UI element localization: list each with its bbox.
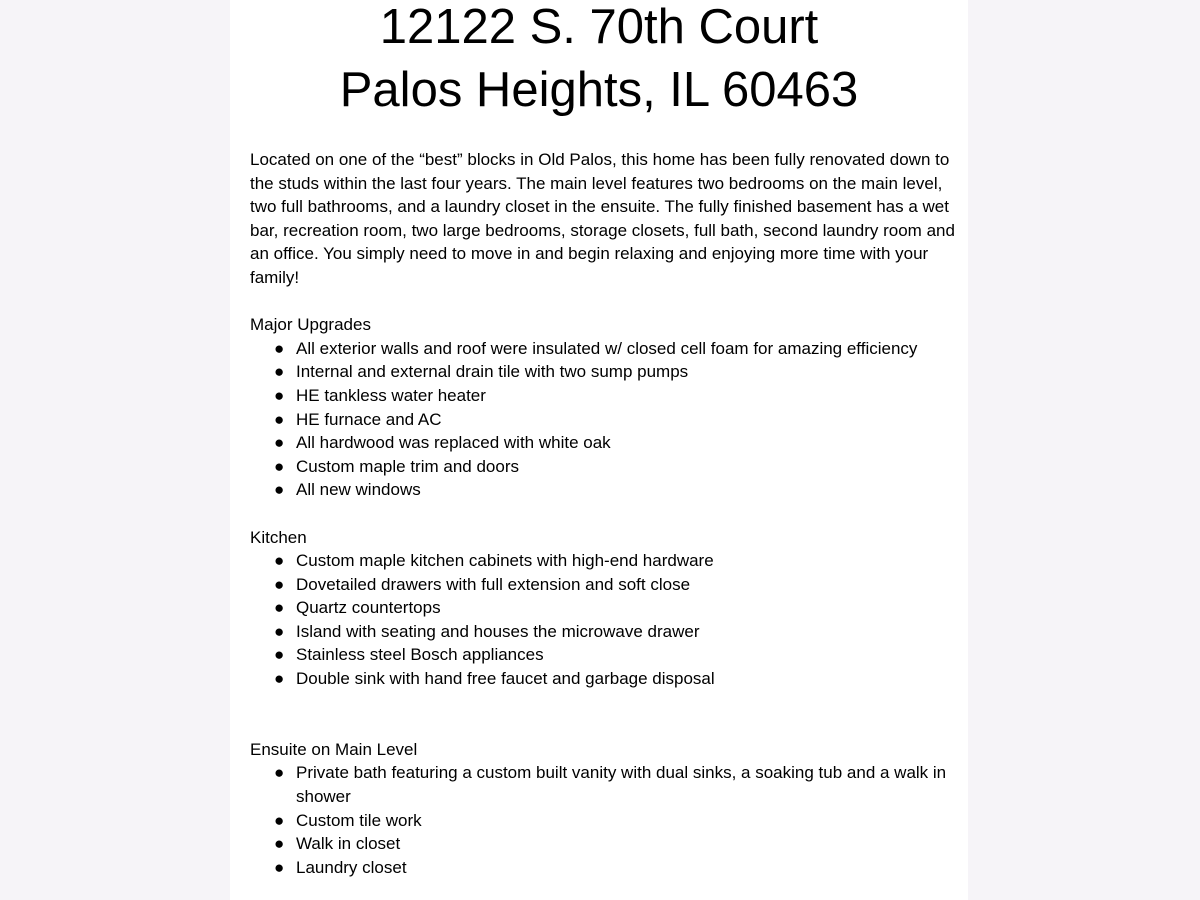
list-item-text: All new windows [296,480,421,500]
section-title-major-upgrades: Major Upgrades [250,315,371,335]
property-address [230,0,968,122]
list-item [250,478,956,502]
list-item-text: Double sink with hand free faucet and garbage disposal [296,669,715,689]
list-item [250,455,956,479]
list-item-text: HE furnace and AC [296,409,442,429]
section-major-upgrades [250,313,956,502]
bullet-icon: ● [274,574,285,594]
list-item [250,620,956,644]
list-item [250,856,956,880]
list-item [250,360,956,384]
intro-paragraph: Located on one of the “best” blocks in Old Palos, this home has been fully renovated down to the studs within the last four years. The main level features two bedrooms on the main level, two full bathrooms, and a laundry closet in the ensuite. The fully finished basement has a wet bar, recreation room, two large bedrooms, storage closets, full bath, second laundry room and an office. You simply need to move in and begin relaxing and enjoying more time with your family! [250,150,955,287]
list-item [250,809,956,833]
bullet-icon: ● [274,551,285,571]
bullet-icon: ● [274,456,285,476]
list-item [250,667,956,691]
bullet-icon: ● [274,433,285,453]
section-ensuite [250,738,956,880]
bullet-icon: ● [274,480,285,500]
section-kitchen [250,526,956,691]
list-ensuite [250,761,956,879]
list-item [250,337,956,361]
bullet-icon: ● [274,857,285,877]
list-item [250,832,956,856]
list-item-text: Walk in closet [296,834,401,854]
bullet-icon: ● [274,834,285,854]
list-item [250,596,956,620]
bullet-icon: ● [274,621,285,641]
bullet-icon: ● [274,409,285,429]
list-item [250,431,956,455]
list-item [250,408,956,432]
list-item-text: Quartz countertops [296,598,441,618]
list-item [250,761,956,808]
bullet-icon: ● [274,763,285,783]
bullet-icon: ● [274,598,285,618]
list-item-text: HE tankless water heater [296,385,486,405]
bullet-icon: ● [274,645,285,665]
list-item-text: Laundry closet [296,857,407,877]
listing-content [250,148,956,879]
list-item-text: Custom tile work [296,810,422,830]
section-title-kitchen: Kitchen [250,527,307,547]
bullet-icon: ● [274,810,285,830]
list-item-text: Custom maple trim and doors [296,456,519,476]
bullet-icon: ● [274,669,285,689]
list-item-text: Island with seating and houses the microwave drawer [296,621,700,641]
document-page [230,0,968,900]
list-item [250,643,956,667]
list-item-text: Custom maple kitchen cabinets with high-end hardware [296,551,714,571]
list-item-text: All hardwood was replaced with white oak [296,433,611,453]
list-item-text: All exterior walls and roof were insulated w/ closed cell foam for amazing efficiency [296,338,918,358]
list-kitchen [250,549,956,691]
list-item [250,549,956,573]
list-major-upgrades [250,337,956,502]
address-city-state-zip: Palos Heights, IL 60463 [339,63,859,117]
list-item [250,384,956,408]
section-title-ensuite: Ensuite on Main Level [250,739,418,759]
bullet-icon: ● [274,362,285,382]
list-item-text: Dovetailed drawers with full extension and soft close [296,574,691,594]
list-item-text: Stainless steel Bosch appliances [296,645,544,665]
list-item-text: Private bath featuring a custom built vanity with dual sinks, a soaking tub and a walk in shower [296,763,947,807]
bullet-icon: ● [274,385,285,405]
bullet-icon: ● [274,338,285,358]
list-item [250,573,956,597]
address-street: 12122 S. 70th Court [379,0,819,54]
list-item-text: Internal and external drain tile with two sump pumps [296,362,689,382]
